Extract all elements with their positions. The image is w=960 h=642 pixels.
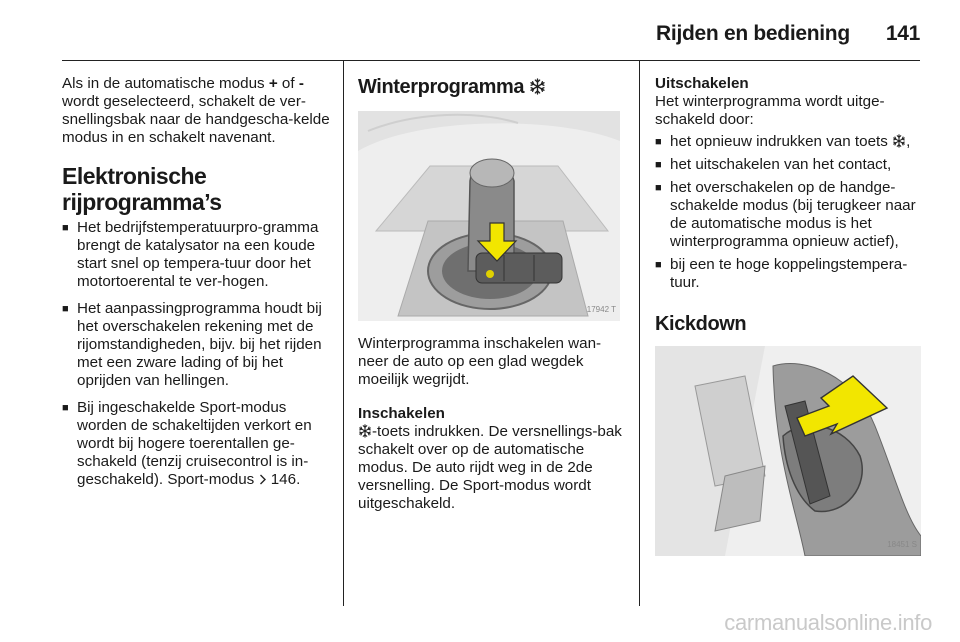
column-3 <box>655 75 923 556</box>
intro-paragraph: Als in de automatische modus + of - wordt geselecteerd, schakelt de ver-snellingsbak naar de handgescha-kelde modus in en schakelt navenant. <box>62 75 330 146</box>
list-item: ■ bij een te hoge koppelingstempera-tuur. <box>655 256 923 292</box>
image-code: 17942 T <box>586 305 616 314</box>
gear-selector-drawing <box>358 111 620 321</box>
image-code: 18451 S <box>887 540 917 549</box>
watermark: carmanualsonline.info <box>724 610 932 635</box>
column-divider-1 <box>343 60 344 606</box>
gear-selector-illustration <box>358 111 620 321</box>
subheading-inschakelen: Inschakelen <box>358 405 445 422</box>
section-title: Rijden en bediening <box>656 22 850 45</box>
page-number: 141 <box>885 22 920 45</box>
heading-rijprogrammas: Elektronische rijprogramma’s <box>62 163 222 215</box>
page-reference-link[interactable]: 146. <box>270 471 301 488</box>
column-1 <box>62 75 330 489</box>
list-item: ■ het uitschakelen van het contact, <box>655 156 923 174</box>
page-reference-icon <box>259 474 267 485</box>
kickdown-drawing <box>655 346 921 556</box>
header-rule <box>62 60 920 61</box>
subheading-uitschakelen: Uitschakelen <box>655 75 749 92</box>
plus-symbol: + <box>268 75 278 92</box>
heading-winterprogramma: Winterprogramma <box>358 75 624 99</box>
snowflake-icon <box>358 424 372 438</box>
page-header <box>656 22 920 46</box>
list-item: ■ Het bedrijfstemperatuurpro-gramma brengt de katalysator na een koude start snel op tempera-tuur door het motortoerental te ver-hogen. <box>62 219 330 291</box>
list-item: ■ het opnieuw indrukken van toets , <box>655 133 923 151</box>
program-list <box>62 219 330 489</box>
snowflake-icon <box>892 134 906 148</box>
snowflake-icon <box>529 78 546 95</box>
deactivate-intro: Het winterprogramma wordt uitge-schakeld door: <box>655 93 885 128</box>
activate-paragraph: -toets indrukken. De versnellings-bak schakelt over op de automatische modus. De auto rijdt weg in de 2de versnelling. De Sport-modus wordt uitgeschakeld. <box>358 423 622 512</box>
deactivate-list <box>655 133 923 292</box>
list-item: ■ het overschakelen op de handge-schakelde modus (bij terugkeer naar de automatische modus is het winterprogramma opnieuw actief), <box>655 179 923 251</box>
winter-description: Winterprogramma inschakelen wan-neer de auto op een glad wegdek moeilijk wegrijdt. <box>358 335 602 388</box>
kickdown-illustration <box>655 346 921 556</box>
list-item: ■ Het aanpassingprogramma houdt bij het overschakelen rekening met de rijomstandigheden, bijv. bij het rijden met een zware lading of bij het oprijden van hellingen. <box>62 300 330 390</box>
column-divider-2 <box>639 60 640 606</box>
heading-kickdown: Kickdown <box>655 313 747 335</box>
list-item: ■ Bij ingeschakelde Sport-modus worden de schakeltijden verkort en wordt bij hogere toerentallen ge-schakeld (tenzij cruisecontrol is in-geschakeld). Sport-modus 146. <box>62 399 330 489</box>
minus-symbol: - <box>298 75 304 92</box>
column-2 <box>358 75 624 513</box>
